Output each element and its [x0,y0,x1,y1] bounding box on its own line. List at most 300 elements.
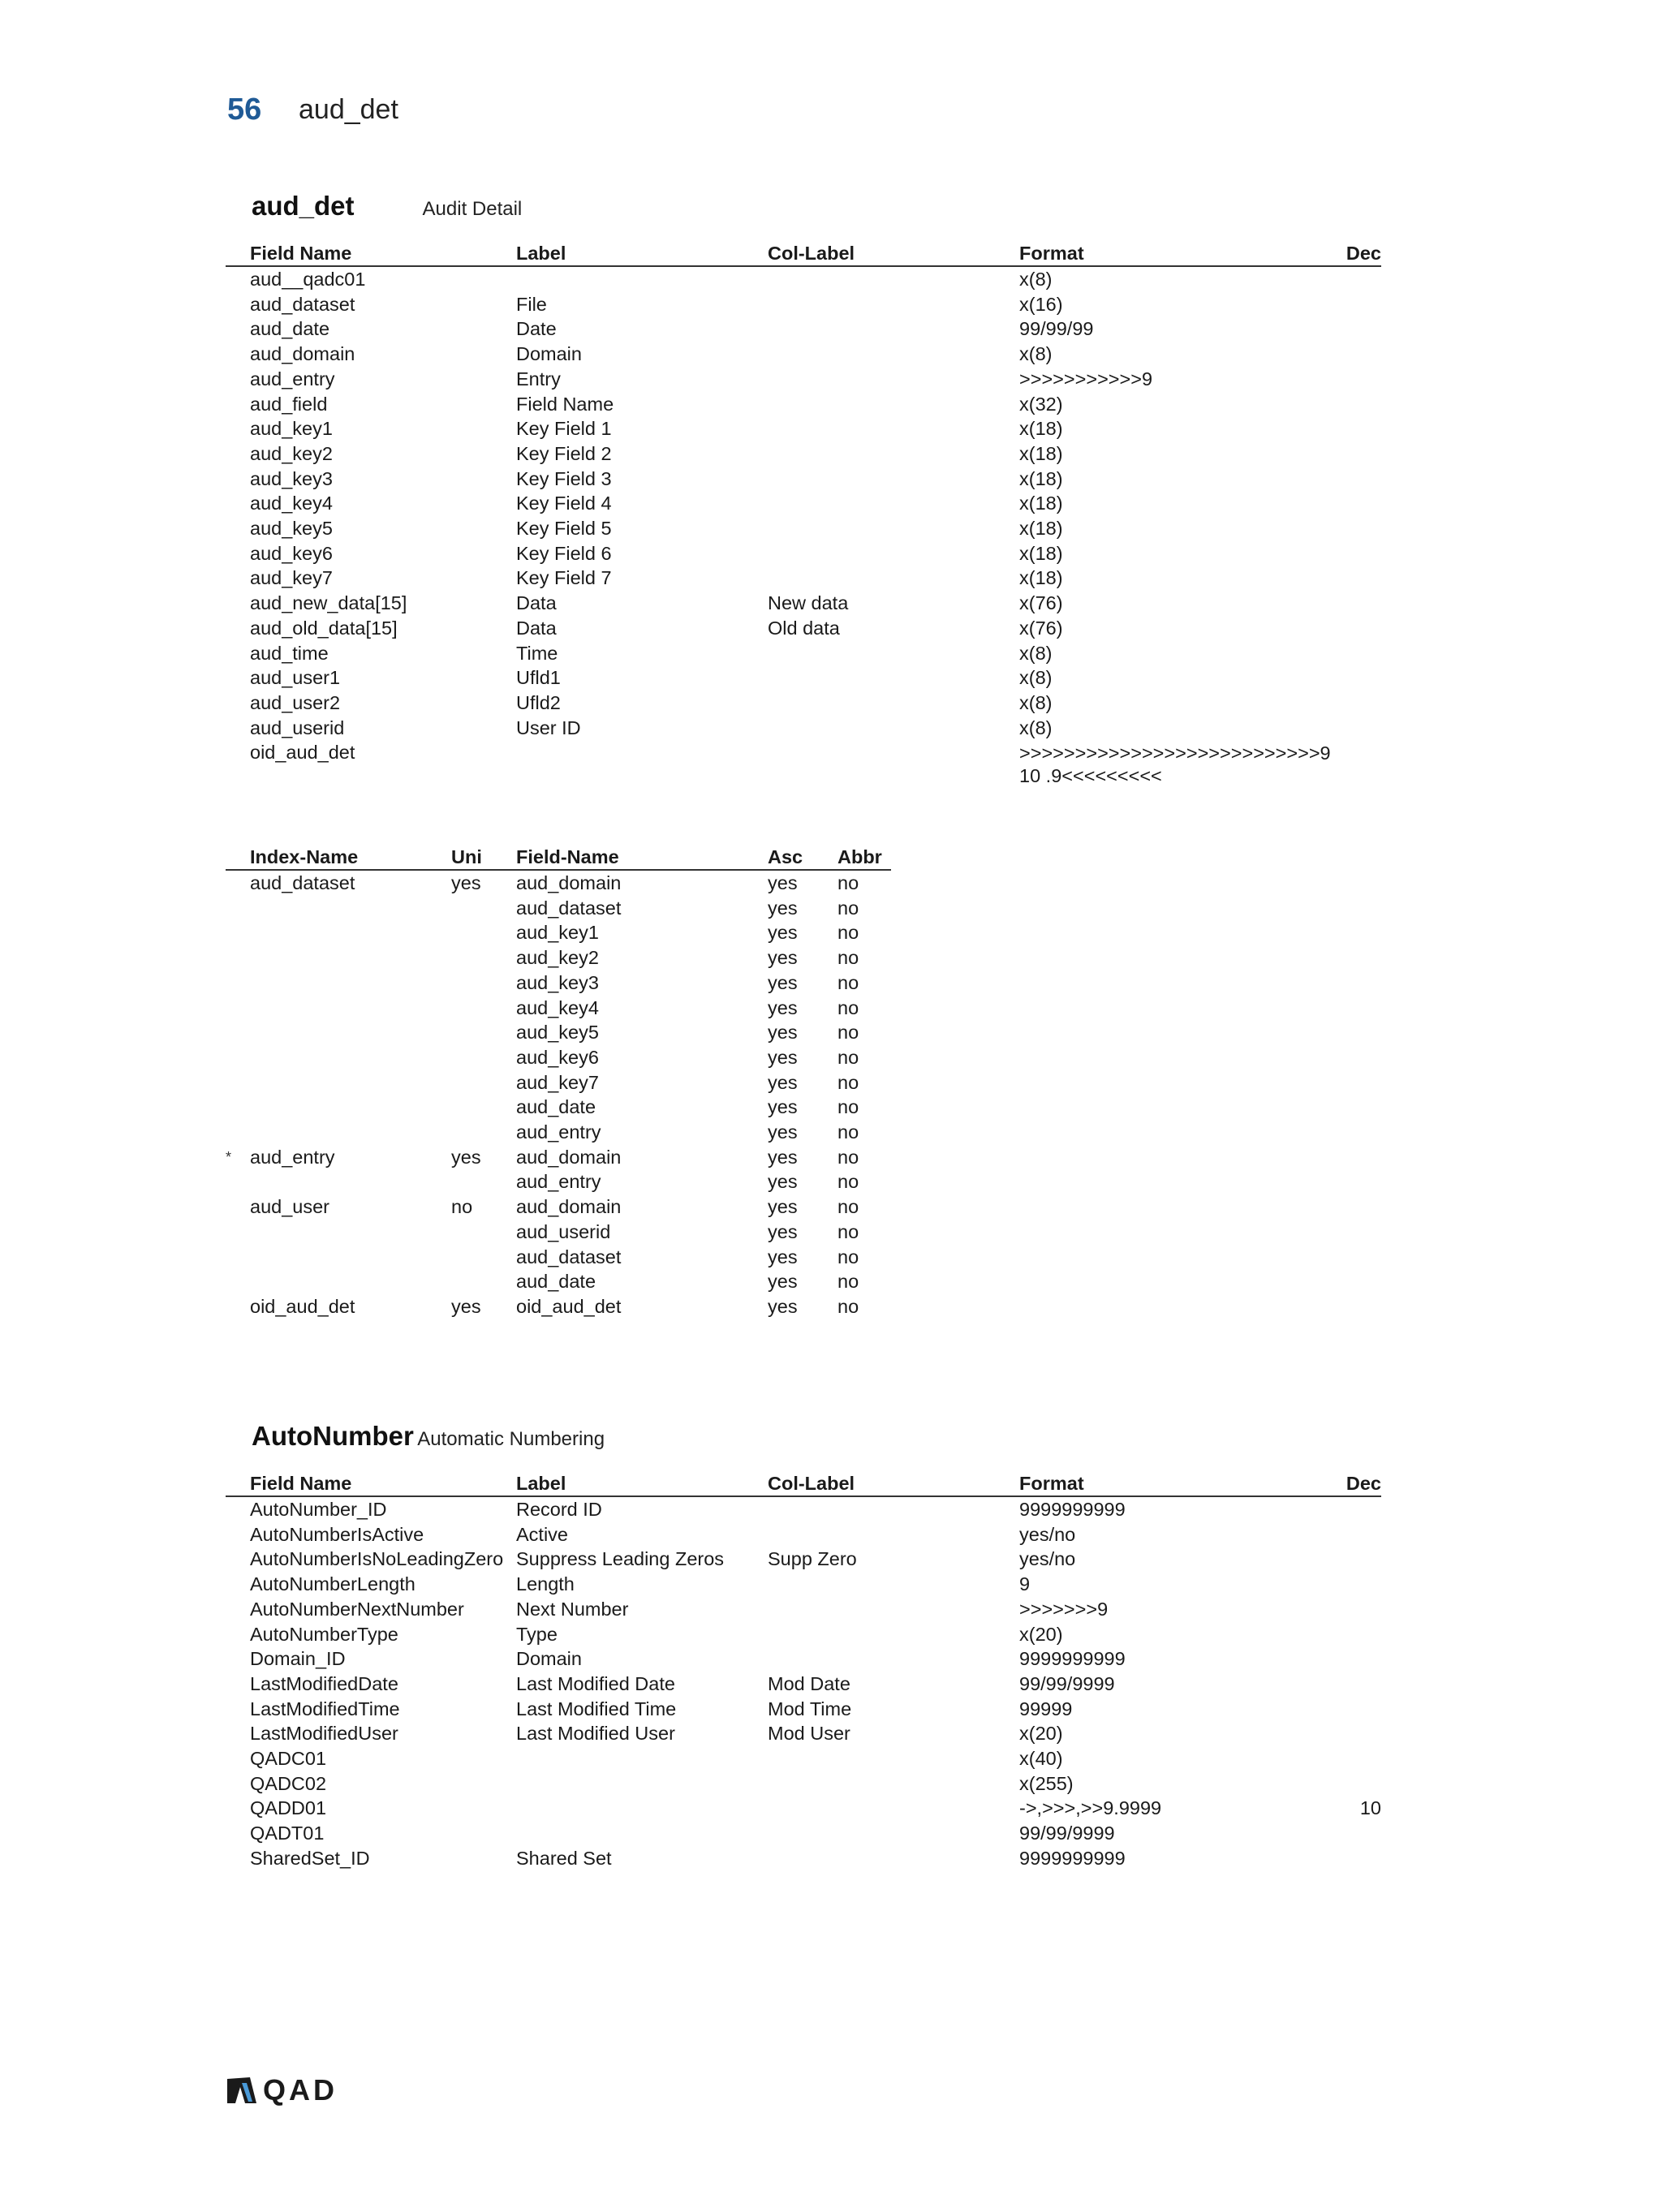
field-name-cell: AutoNumberIsActive [250,1523,424,1545]
dec-cell [1337,1721,1381,1746]
unique-cell [451,1169,516,1194]
abbreviated-cell: no [837,947,859,969]
index-name-cell [250,1095,451,1120]
dec-cell [1337,1496,1381,1522]
index-row [226,1045,891,1070]
index-name-cell [250,970,451,996]
row-marker [226,616,250,641]
col-label-cell [768,1796,1019,1821]
ascending-cell: yes [768,1121,798,1143]
index-row [226,1120,891,1145]
label-cell: Shared Set [516,1847,612,1869]
index-name-cell: aud_entry [250,1146,335,1168]
row-marker [226,566,250,591]
dec-cell [1337,441,1381,467]
ascending-cell: yes [768,1295,798,1317]
marker-header [226,1470,250,1496]
label-cell: Next Number [516,1598,629,1620]
table-row [226,1672,1381,1697]
index-row [226,945,891,970]
table-row [226,1771,1381,1797]
format-cell: 99999 [1019,1698,1073,1719]
table-row [226,616,1381,641]
row-marker [226,1771,250,1797]
dec-cell [1337,266,1381,292]
field-name-cell: QADT01 [250,1823,325,1844]
index-name-cell: aud_user [250,1196,329,1218]
format-cell: 9999999999 [1019,1847,1126,1869]
index-row [226,1070,891,1095]
table-row [226,292,1381,317]
table-row [226,266,1381,292]
primary-index-marker: * [226,1148,232,1165]
ascending-cell: yes [768,996,798,1018]
label-cell: Type [516,1623,558,1645]
index-field-cell: aud_entry [516,1171,601,1193]
label-cell [516,1771,768,1797]
label-cell: Data [516,617,557,639]
label-cell: Active [516,1523,568,1545]
col-label-cell [768,292,1019,317]
index-name-cell [250,1220,451,1245]
column-header: Col-Label [768,1470,1019,1496]
field-name-cell: aud_field [250,393,328,415]
column-header: Field-Name [516,844,768,870]
col-label-cell: Mod Date [768,1672,850,1694]
index-name-cell [250,920,451,945]
row-marker [226,1721,250,1746]
table-row [226,740,1381,787]
unique-cell [451,1120,516,1145]
field-name-cell: aud_old_data[15] [250,617,398,639]
table-row [226,1496,1381,1522]
dec-cell [1337,716,1381,741]
index-field-cell: aud_key4 [516,996,599,1018]
column-header: Col-Label [768,240,1019,266]
format-cell: x(32) [1019,393,1063,415]
table-row [226,716,1381,741]
ascending-cell: yes [768,947,798,969]
col-label-cell [768,367,1019,392]
table-row [226,1746,1381,1771]
dec-cell [1337,491,1381,516]
running-title: aud_det [299,94,398,125]
row-marker [226,292,250,317]
format-cell: x(76) [1019,617,1063,639]
label-cell [516,1821,768,1846]
label-cell: Suppress Leading Zeros [516,1548,725,1570]
index-row [226,1020,891,1045]
index-field-cell: aud_entry [516,1121,601,1143]
table-row [226,1547,1381,1572]
ascending-cell: yes [768,971,798,993]
label-cell: Key Field 2 [516,442,612,464]
index-name-cell [250,1045,451,1070]
field-name-cell: aud_user2 [250,691,341,713]
label-cell: Length [516,1573,575,1595]
dec-cell [1337,467,1381,492]
column-header: Uni [451,844,516,870]
field-name-cell: aud_user1 [250,667,341,689]
unique-cell [451,920,516,945]
row-marker [226,716,250,741]
primary-index-marker [226,1269,250,1294]
field-name-cell: aud__qadc01 [250,269,366,290]
row-marker [226,691,250,716]
qad-logo-icon [226,2076,258,2105]
col-label-cell [768,1622,1019,1647]
format-cell: x(8) [1019,642,1053,664]
column-header: Format [1019,240,1337,266]
field-name-cell: aud_domain [250,343,355,365]
primary-index-marker [226,1095,250,1120]
index-row [226,920,891,945]
index-row [226,970,891,996]
field-name-cell: aud_dataset [250,293,355,315]
label-cell: Key Field 1 [516,418,612,440]
format-cell: 9 [1019,1573,1031,1595]
dec-cell [1337,1646,1381,1672]
field-name-cell: oid_aud_det [250,742,355,764]
row-marker [226,367,250,392]
table-name: aud_det [252,191,355,221]
index-table-aud-det [226,844,891,1319]
col-label-cell [768,566,1019,591]
index-name-cell [250,896,451,921]
index-field-cell: aud_dataset [516,897,622,919]
unique-cell [451,945,516,970]
dec-cell [1337,740,1381,787]
format-cell: 99/99/9999 [1019,1672,1115,1694]
abbreviated-cell: no [837,1146,859,1168]
row-marker [226,641,250,666]
dec-cell [1337,342,1381,367]
ascending-cell: yes [768,1196,798,1218]
table-row [226,641,1381,666]
dec-cell: 10 [1359,1797,1381,1819]
index-field-cell: aud_domain [516,1196,622,1218]
table-row [226,691,1381,716]
table-header-row [226,240,1381,266]
row-marker [226,1597,250,1622]
row-marker [226,392,250,417]
abbreviated-cell: no [837,1096,859,1118]
field-name-cell: aud_time [250,642,329,664]
index-row [226,1294,891,1319]
field-name-cell: AutoNumberType [250,1623,398,1645]
format-cell: x(18) [1019,493,1063,514]
col-label-cell [768,641,1019,666]
format-cell: ->,>>>,>>9.9999 [1019,1797,1162,1819]
format-cell: >>>>>>>>>>>9 [1019,368,1153,389]
col-label-cell [768,416,1019,441]
index-field-cell: aud_date [516,1271,596,1293]
dec-cell [1337,1672,1381,1697]
unique-cell: yes [451,1295,481,1317]
index-name-cell: oid_aud_det [250,1295,355,1317]
dec-cell [1337,292,1381,317]
field-name-cell: aud_key4 [250,493,333,514]
unique-cell [451,1245,516,1270]
dec-cell [1337,1697,1381,1722]
table-row [226,516,1381,541]
abbreviated-cell: no [837,922,859,944]
index-field-cell: aud_key2 [516,947,599,969]
row-marker [226,1522,250,1547]
row-marker [226,441,250,467]
ascending-cell: yes [768,922,798,944]
table-row [226,1721,1381,1746]
table-row [226,491,1381,516]
label-cell: Date [516,318,557,340]
format-cell: x(255) [1019,1772,1074,1794]
primary-index-marker [226,996,250,1021]
col-label-cell [768,716,1019,741]
row-marker [226,516,250,541]
dec-cell [1337,641,1381,666]
page-number: 56 [227,93,262,127]
format-cell: x(20) [1019,1723,1063,1745]
col-label-cell [768,316,1019,342]
table-row [226,1697,1381,1722]
primary-index-marker [226,1045,250,1070]
field-name-cell: aud_key7 [250,567,333,589]
col-label-cell [768,1771,1019,1797]
field-name-cell: AutoNumberLength [250,1573,416,1595]
ascending-cell: yes [768,1096,798,1118]
label-cell: Domain [516,1648,582,1670]
dec-cell [1337,1547,1381,1572]
unique-cell [451,896,516,921]
ascending-cell: yes [768,897,798,919]
index-field-cell: aud_key3 [516,971,599,993]
format-cell: x(76) [1019,592,1063,614]
index-name-cell [250,1070,451,1095]
label-cell: Key Field 4 [516,493,612,514]
column-header: Abbr [837,844,891,870]
dec-cell [1337,541,1381,566]
label-cell [516,1746,768,1771]
ascending-cell: yes [768,1022,798,1044]
col-label-cell [768,1597,1019,1622]
format-cell: x(18) [1019,567,1063,589]
table-row [226,416,1381,441]
ascending-cell: yes [768,872,798,893]
label-cell: Last Modified Time [516,1698,677,1719]
table-title-aud-det [252,190,522,228]
dec-cell [1337,516,1381,541]
dec-cell [1337,566,1381,591]
index-field-cell: aud_key6 [516,1046,599,1068]
unique-cell: yes [451,872,481,893]
table-row [226,1622,1381,1647]
ascending-cell: yes [768,1071,798,1093]
column-header: Label [516,1470,768,1496]
table-row [226,1846,1381,1871]
dec-cell [1337,1821,1381,1846]
field-name-cell: aud_key1 [250,418,333,440]
abbreviated-cell: no [837,1271,859,1293]
label-cell [516,740,768,787]
format-cell: x(8) [1019,343,1053,365]
dec-cell [1337,591,1381,616]
label-cell: Key Field 3 [516,467,612,489]
field-name-cell: aud_key6 [250,542,333,564]
index-row [226,896,891,921]
row-marker [226,342,250,367]
field-table-autonumber [226,1470,1381,1871]
index-row [226,1169,891,1194]
col-label-cell [768,1846,1019,1871]
col-label-cell [768,266,1019,292]
col-label-cell: Old data [768,617,840,639]
table-header-row [226,1470,1381,1496]
row-marker [226,467,250,492]
unique-cell [451,1070,516,1095]
col-label-cell [768,1572,1019,1597]
index-name-cell [250,1245,451,1270]
format-cell: x(8) [1019,269,1053,290]
label-cell: File [516,293,547,315]
table-row [226,1572,1381,1597]
field-name-cell: SharedSet_ID [250,1847,370,1869]
index-field-cell: aud_domain [516,1146,622,1168]
table-name: AutoNumber [252,1421,414,1451]
label-cell: Record ID [516,1499,602,1520]
row-marker [226,740,250,787]
abbreviated-cell: no [837,971,859,993]
abbreviated-cell: no [837,1295,859,1317]
ascending-cell: yes [768,1271,798,1293]
unique-cell: no [451,1196,473,1218]
field-name-cell: QADC01 [250,1748,327,1770]
col-label-cell [768,691,1019,716]
unique-cell [451,1045,516,1070]
abbreviated-cell: no [837,897,859,919]
row-marker [226,1821,250,1846]
format-cell: x(18) [1019,518,1063,540]
primary-index-marker [226,896,250,921]
col-label-cell [768,665,1019,691]
marker-header [226,240,250,266]
row-marker [226,591,250,616]
table-row [226,441,1381,467]
unique-cell [451,970,516,996]
column-header: Asc [768,844,837,870]
col-label-cell [768,467,1019,492]
primary-index-marker [226,1220,250,1245]
abbreviated-cell: no [837,872,859,893]
ascending-cell: yes [768,1046,798,1068]
abbreviated-cell: no [837,996,859,1018]
table-row [226,566,1381,591]
abbreviated-cell: no [837,1046,859,1068]
col-label-cell: Mod User [768,1723,850,1745]
primary-index-marker [226,945,250,970]
table-row [226,392,1381,417]
row-marker [226,1622,250,1647]
ascending-cell: yes [768,1220,798,1242]
table-row [226,342,1381,367]
dec-cell [1337,1597,1381,1622]
label-cell: Time [516,642,558,664]
unique-cell [451,1220,516,1245]
row-marker [226,266,250,292]
label-cell: Data [516,592,557,614]
format-cell: 9999999999 [1019,1648,1126,1670]
col-label-cell [768,516,1019,541]
col-label-cell [768,1746,1019,1771]
index-row [226,870,891,896]
primary-index-marker [226,1070,250,1095]
dec-cell [1337,416,1381,441]
row-marker [226,491,250,516]
col-label-cell: New data [768,592,849,614]
format-cell: x(8) [1019,691,1053,713]
format-cell: 9999999999 [1019,1499,1126,1520]
row-marker [226,1572,250,1597]
abbreviated-cell: no [837,1171,859,1193]
format-cell: >>>>>>>>>>>>>>>>>>>>>>>>>>>9 10 .9<<<<<<<<< [1019,742,1331,787]
primary-index-marker [226,1194,250,1220]
col-label-cell [768,441,1019,467]
abbreviated-cell: no [837,1071,859,1093]
field-name-cell: QADC02 [250,1772,327,1794]
label-cell: Entry [516,368,561,389]
ascending-cell: yes [768,1146,798,1168]
table-row [226,665,1381,691]
row-marker [226,316,250,342]
field-name-cell: aud_userid [250,717,345,738]
primary-index-marker [226,1120,250,1145]
table-row [226,1796,1381,1821]
index-field-cell: aud_dataset [516,1246,622,1267]
index-row [226,1269,891,1294]
primary-index-marker [226,1020,250,1045]
row-marker [226,1547,250,1572]
unique-cell: yes [451,1146,481,1168]
dec-cell [1337,1622,1381,1647]
index-row [226,1194,891,1220]
row-marker [226,665,250,691]
field-name-cell: LastModifiedTime [250,1698,400,1719]
unique-cell [451,1095,516,1120]
col-label-cell: Supp Zero [768,1548,857,1570]
index-row [226,1095,891,1120]
table-row [226,1646,1381,1672]
format-cell: x(16) [1019,293,1063,315]
index-name-cell [250,945,451,970]
format-cell: x(8) [1019,667,1053,689]
abbreviated-cell: no [837,1246,859,1267]
label-cell: Domain [516,343,582,365]
row-marker [226,1496,250,1522]
abbreviated-cell: no [837,1022,859,1044]
index-row [226,996,891,1021]
field-name-cell: aud_entry [250,368,335,389]
primary-index-marker [226,970,250,996]
column-header: Field Name [250,240,516,266]
index-name-cell [250,1020,451,1045]
primary-index-marker [226,1245,250,1270]
col-label-cell [768,491,1019,516]
index-field-cell: aud_key7 [516,1071,599,1093]
row-marker [226,1846,250,1871]
primary-index-marker [226,870,250,896]
logo-text: QAD [263,2073,338,2107]
label-cell: Ufld1 [516,667,561,689]
field-name-cell: aud_new_data[15] [250,592,407,614]
